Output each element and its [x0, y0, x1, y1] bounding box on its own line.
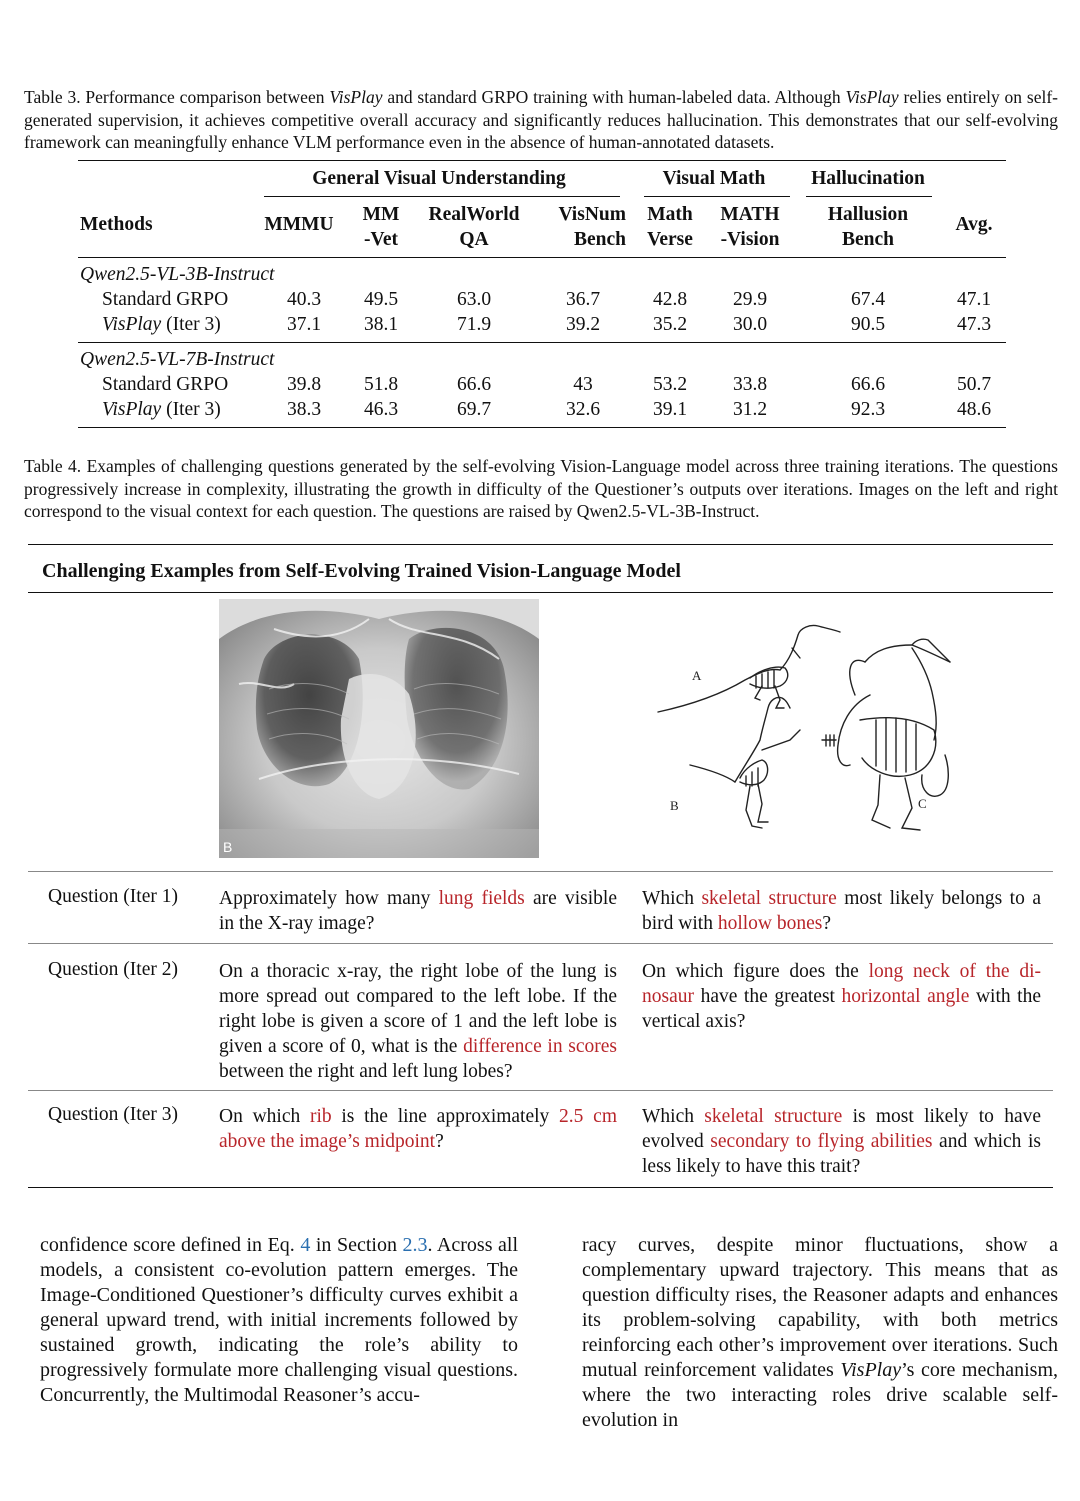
- group-general-visual-understanding: General Visual Understanding: [312, 168, 566, 189]
- method-standard-grpo-7b: Standard GRPO: [102, 374, 229, 395]
- question-iter3-skeleton: Which skeletal structure is most likely to have evolved secondary to flying abilities and which is less likely to have this trait?: [642, 1106, 1042, 1177]
- skeleton-label-c: C: [918, 796, 927, 811]
- header-mathvision: MATH -Vision: [720, 204, 780, 250]
- table3-cell: 31.2: [732, 399, 768, 420]
- method-standard-grpo-3b: Standard GRPO: [102, 289, 229, 310]
- question-iter2-skeleton: On which figure does the long neck of the di-nosaur have the greatest horizontal angle with the vertical axis?: [642, 961, 1041, 1032]
- question-iter1-skeleton: Which skeletal structure most likely belongs to a bird with hollow bones?: [642, 888, 1041, 934]
- question-iter2-xray: On a thoracic x-ray, the right lobe of the lung is more spread out compared to the left lobe. If the right lobe is given a score of 1 and the left lobe is given a score of 0, what is the difference in scores between the right and left lung lobes?: [219, 961, 617, 1082]
- group-hallucination: Hallucination: [811, 168, 925, 189]
- header-mathverse: Math Verse: [647, 204, 693, 250]
- header-visnumbench: VisNum Bench: [558, 204, 626, 250]
- skeleton-label-a: A: [692, 668, 702, 683]
- table3-cell: 40.3: [286, 289, 322, 310]
- equation-ref-link[interactable]: 4: [300, 1234, 311, 1256]
- question-iter3-xray: On which rib is the line approximately 2.5 cm above the image’s midpoint?: [219, 1106, 617, 1152]
- body-column-left: confidence score defined in Eq. 4 in Section 2.3. Across all models, a consistent co-evolution pattern emerges. The Image-Conditioned Questioner’s difficulty curves exhibit a general upward trend, with initial increments followed by sustained growth, indicating the role’s ability to progressively formulate more challenging visual questions. Concurrently, the Multimodal Reasoner’s accu-: [40, 1234, 519, 1406]
- body-column-right: racy curves, despite minor fluctuations, show a complementary upward trajectory. This means that as question difficulty rises, the Reasoner adapts and enhances its problem-solving capability, with both metrics reinforcing each other’s improvement over iterations. Such mutual reinforcement validates VisPlay’s core mechanism, where the two interacting roles drive scalable self-evolution in: [582, 1234, 1058, 1431]
- table3-header-rule: [78, 257, 1006, 258]
- table3-cell: 69.7: [456, 399, 492, 420]
- section-ref-link[interactable]: 2.3: [402, 1234, 428, 1256]
- section-model-7b: Qwen2.5-VL-7B-Instruct: [80, 349, 275, 370]
- table3-cell: 37.1: [286, 314, 322, 335]
- table3-caption: Table 3. Performance comparison between VisPlay and standard GRPO training with human-labeled data. Although VisPlay relies entirely on self-generated supervision, it achieves competitive overall accuracy and significantly reduces hallucination. This demonstrates that our self-evolving framework can meaningfully enhance VLM performance even in the absence of human-annotated datasets.: [24, 87, 1058, 152]
- table4-row-divider-0: [28, 871, 1053, 872]
- header-mmmu: MMMU: [264, 214, 334, 235]
- table3-top-rule: [78, 160, 1006, 161]
- table3-cell: 35.2: [652, 314, 688, 335]
- table3-cell: 63.0: [456, 289, 492, 310]
- skeletons-image: [650, 600, 970, 845]
- xray-panel-label: B: [223, 839, 233, 855]
- table3-cell: 50.7: [956, 374, 992, 395]
- table3: [78, 160, 1006, 430]
- table3-cell: 66.6: [850, 374, 886, 395]
- group-underline-math: [644, 196, 790, 197]
- header-methods: Methods: [80, 214, 153, 235]
- table3-cell: 39.8: [286, 374, 322, 395]
- table3-cell: 30.0: [732, 314, 768, 335]
- table3-bottom-rule: [78, 427, 1006, 428]
- table3-cell: 67.4: [850, 289, 886, 310]
- table4-row-divider-1: [28, 943, 1053, 944]
- section-model-3b: Qwen2.5-VL-3B-Instruct: [80, 264, 275, 285]
- question-iter1-label: Question (Iter 1): [48, 886, 178, 907]
- table3-cell: 39.1: [652, 399, 688, 420]
- table3-cell: 53.2: [652, 374, 688, 395]
- question-iter1-xray: Approximately how many lung fields are visible in the X-ray image?: [219, 888, 617, 934]
- table3-cell: 90.5: [850, 314, 886, 335]
- table3-cell: 51.8: [363, 374, 399, 395]
- chest-xray-image: [219, 599, 539, 858]
- table3-cell: 39.2: [565, 314, 601, 335]
- table4-title: Challenging Examples from Self-Evolving Trained Vision-Language Model: [42, 560, 681, 582]
- table3-cell: 32.6: [565, 399, 601, 420]
- table3-mid-rule: [78, 342, 1006, 343]
- table3-cell: 92.3: [850, 399, 886, 420]
- table4-caption: Table 4. Examples of challenging questions generated by the self-evolving Vision-Language model across three training iterations. The questions progressively increase in complexity, illustrating the growth in difficulty of the Questioner’s outputs over iterations. Images on the left and right correspond to the visual context for each question. The questions are raised by Qwen2.5-VL-3B-Instruct.: [24, 456, 1058, 521]
- table3-cell: 71.9: [456, 314, 492, 335]
- table3-cell: 46.3: [363, 399, 399, 420]
- table3-cell: 43: [573, 374, 593, 395]
- table4-title-rule: [28, 592, 1053, 593]
- skeleton-label-b: B: [670, 798, 679, 813]
- table3-cell: 33.8: [732, 374, 768, 395]
- table3-cell: 49.5: [363, 289, 399, 310]
- header-realworldqa: RealWorld QA: [428, 204, 520, 250]
- group-visual-math: Visual Math: [662, 168, 766, 189]
- table4-top-rule: [28, 544, 1053, 545]
- table3-cell: 38.3: [286, 399, 322, 420]
- table3-cell: 38.1: [363, 314, 399, 335]
- method-visplay-7b: VisPlay (Iter 3): [102, 399, 221, 420]
- header-hallusionbench: Hallusion Bench: [827, 204, 909, 250]
- table3-cell: 29.9: [732, 289, 768, 310]
- header-mmvet: MM -Vet: [362, 204, 400, 250]
- question-iter3-label: Question (Iter 3): [48, 1104, 178, 1125]
- table4-bottom-rule: [28, 1187, 1053, 1188]
- table3-cell: 42.8: [652, 289, 688, 310]
- group-underline-general: [264, 196, 620, 197]
- method-visplay-3b: VisPlay (Iter 3): [102, 314, 221, 335]
- question-iter2-label: Question (Iter 2): [48, 959, 178, 980]
- table3-cell: 48.6: [956, 399, 992, 420]
- table3-cell: 36.7: [565, 289, 601, 310]
- table3-cell: 66.6: [456, 374, 492, 395]
- group-underline-halluc: [806, 196, 932, 197]
- table3-cell: 47.1: [956, 289, 992, 310]
- table3-cell: 47.3: [956, 314, 992, 335]
- table4-row-divider-2: [28, 1090, 1053, 1091]
- header-avg: Avg.: [955, 214, 993, 235]
